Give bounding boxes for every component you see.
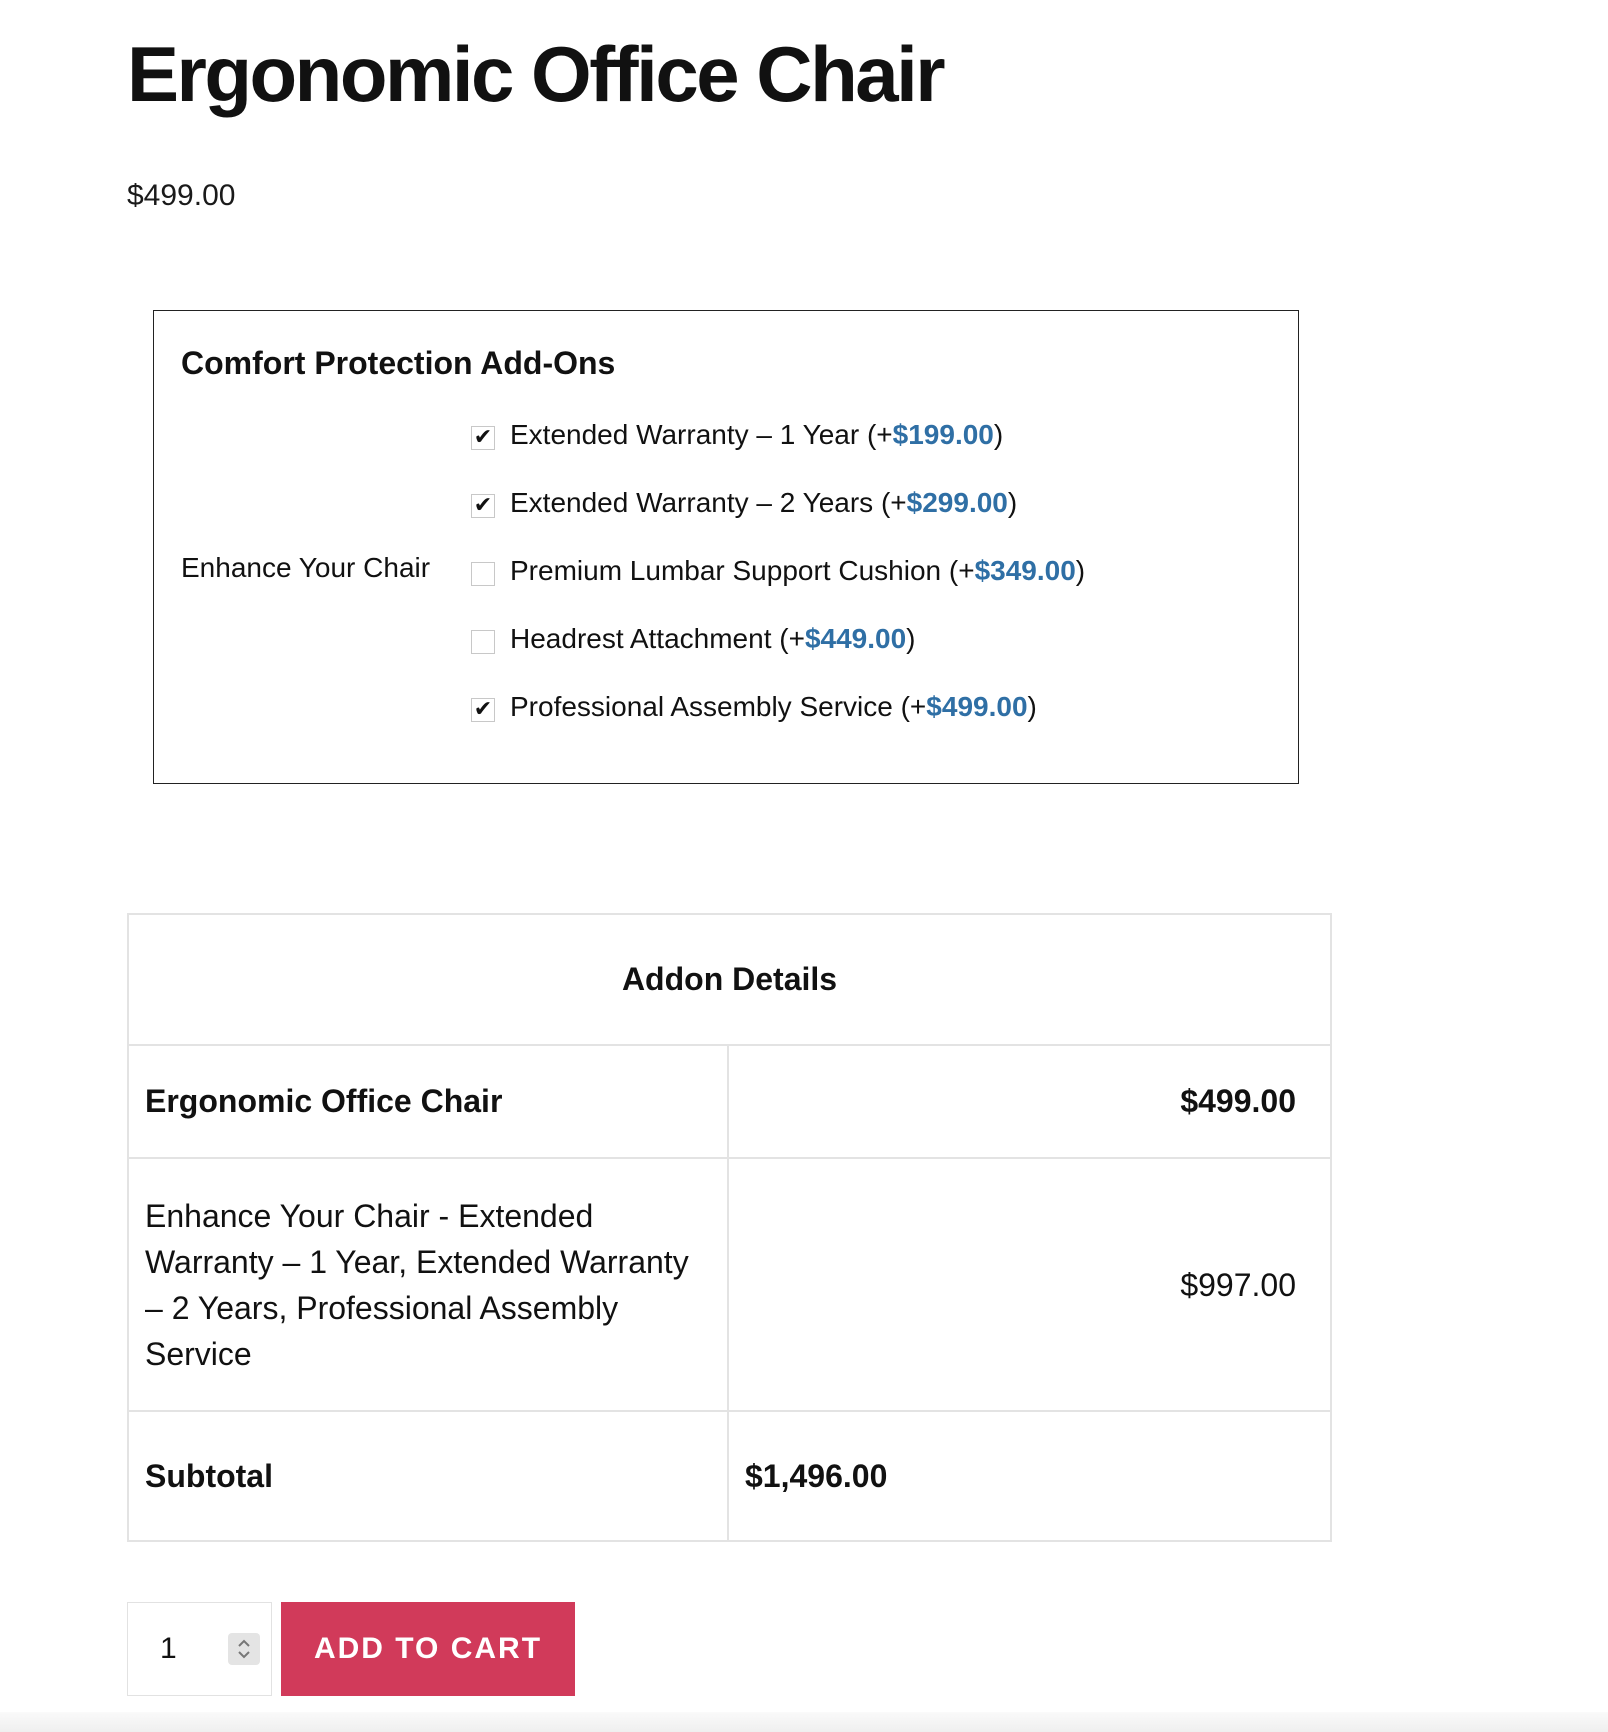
table-row [128, 1411, 1331, 1541]
addon-option-warranty-2-years[interactable]: ✔ Extended Warranty – 2 Years (+ $299.00 ) [471, 483, 1017, 523]
add-to-cart-button[interactable]: ADD TO CART [281, 1602, 575, 1696]
details-header-row [128, 914, 1331, 1045]
addon-details-table [127, 913, 1332, 1542]
details-subtotal-label: Subtotal [128, 1411, 728, 1541]
addon-checkbox[interactable] [471, 630, 495, 654]
details-product-amount: $499.00 [728, 1045, 1331, 1158]
addon-option-headrest[interactable]: Headrest Attachment (+ $449.00 ) [471, 619, 916, 659]
details-addons-amount: $997.00 [728, 1158, 1331, 1411]
addon-option-price: $449.00 [804, 623, 907, 654]
product-title: Ergonomic Office Chair [127, 30, 944, 118]
addon-option-label: Extended Warranty – 1 Year [510, 419, 860, 450]
add-to-cart-form [127, 1602, 575, 1696]
addon-checkbox[interactable] [471, 562, 495, 586]
addon-checkbox[interactable]: ✔ [471, 698, 495, 722]
addon-checkbox[interactable]: ✔ [471, 426, 495, 450]
addon-checkbox[interactable]: ✔ [471, 494, 495, 518]
quantity-value: 1 [160, 1632, 177, 1665]
addons-panel [153, 310, 1299, 784]
product-price: $499.00 [127, 179, 236, 212]
table-row [128, 1158, 1331, 1411]
addon-option-price: $199.00 [892, 419, 994, 450]
addon-option-price: $349.00 [974, 555, 1076, 586]
details-product-name: Ergonomic Office Chair [128, 1045, 728, 1158]
addon-option-assembly[interactable]: ✔ Professional Assembly Service (+ $499.00 ) [471, 687, 1037, 727]
quantity-stepper[interactable] [228, 1633, 260, 1665]
addon-option-price: $499.00 [926, 691, 1028, 722]
addon-option-warranty-1-year[interactable]: ✔ Extended Warranty – 1 Year (+ $199.00 ) [471, 415, 1003, 455]
addon-option-label: Headrest Attachment [510, 623, 772, 654]
viewport-bottom-edge [0, 1712, 1608, 1732]
addon-option-price: $299.00 [906, 487, 1008, 518]
addon-option-lumbar-cushion[interactable]: Premium Lumbar Support Cushion (+ $349.00 ) [471, 551, 1085, 591]
addons-heading: Comfort Protection Add-Ons [181, 345, 616, 381]
details-heading: Addon Details [128, 914, 1331, 1045]
details-subtotal-amount: $1,496.00 [728, 1411, 1331, 1541]
chevron-up-down-icon [236, 1636, 252, 1662]
addon-option-label: Extended Warranty – 2 Years [510, 487, 874, 518]
quantity-input[interactable] [127, 1602, 272, 1696]
addon-option-label: Professional Assembly Service [510, 691, 893, 722]
addon-group-label: Enhance Your Chair [181, 552, 431, 583]
details-addons-description: Enhance Your Chair - Extended Warranty – 1 Year, Extended Warranty – 2 Years, Professional Assembly Service [128, 1158, 728, 1411]
addon-option-label: Premium Lumbar Support Cushion [510, 555, 942, 586]
table-row [128, 1045, 1331, 1158]
